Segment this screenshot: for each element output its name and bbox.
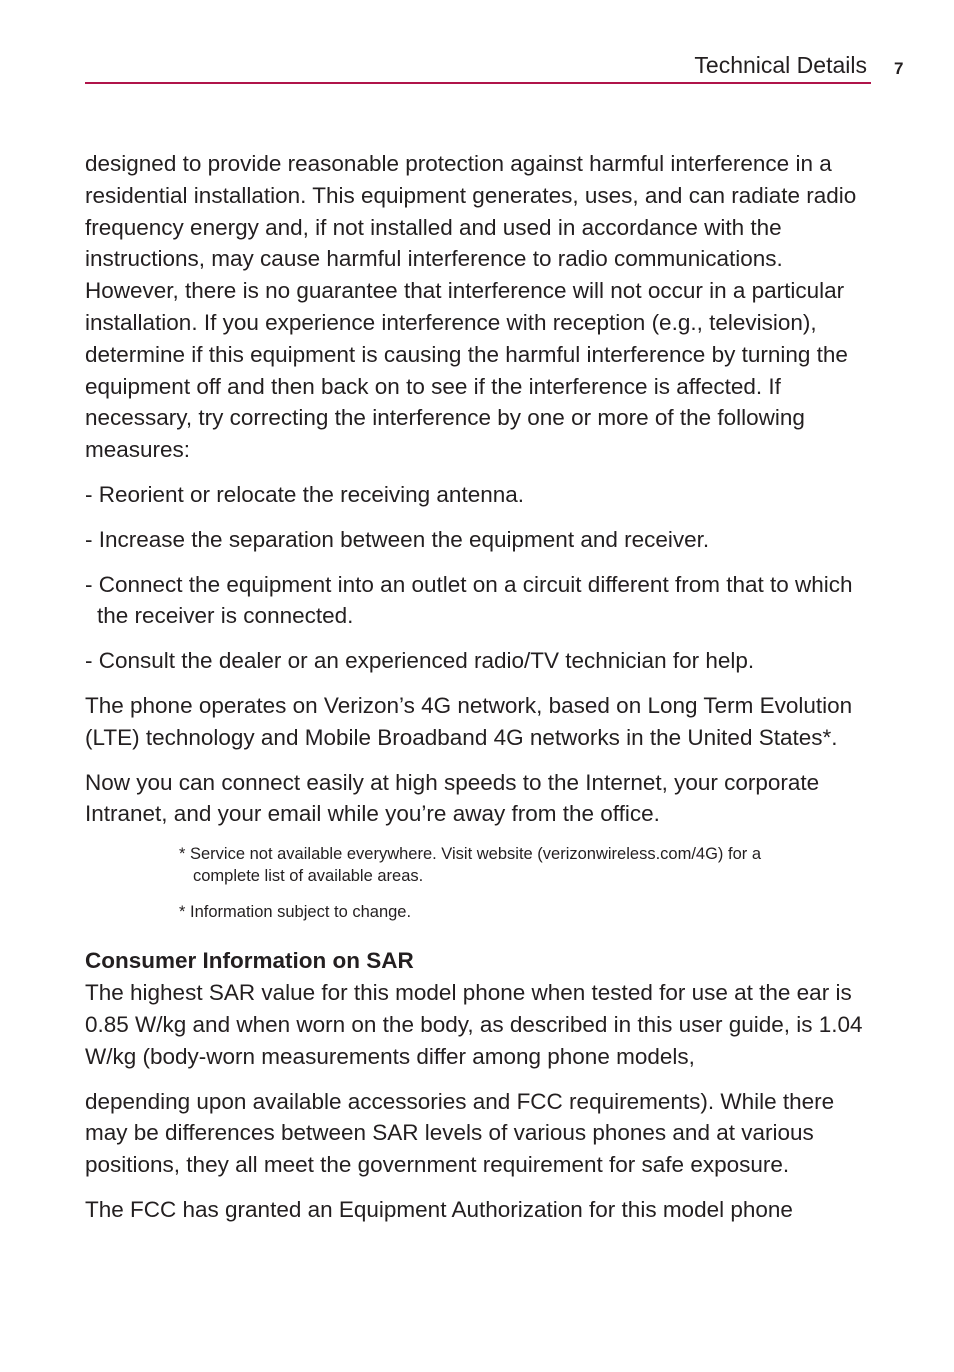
intro-paragraph: designed to provide reasonable protection against harmful interference in a residential installation. This equipment generates, uses, and can radiate radio frequency energy and, if not installed and used in accordance with the instructions, may cause harmful interference to radio communications. However, there is no guarantee that interference will not occur in a particular installation. If you experience interference with reception (e.g., television), determine if this equipment is causing the harmful interference by turning the equipment off and then back on to see if the interference is affected. If necessary, try correcting the interference by one or more of the following measures: <box>85 151 857 463</box>
sar-paragraph: depending upon available accessories and FCC requirements). While there may be differences between SAR levels of various phones and at various positions, they all meet the government requirement for safe exposure. <box>85 1088 835 1178</box>
connect-paragraph: Now you can connect easily at high speeds to the Internet, your corporate Intranet, and your email while you’re away from the office. <box>85 769 820 827</box>
page-number: 7 <box>894 59 904 78</box>
footnotes <box>179 843 819 923</box>
measure-item: - Consult the dealer or an experienced radio/TV technician for help. <box>85 648 755 674</box>
page-body <box>85 148 875 1239</box>
section-title: Technical Details <box>694 52 867 78</box>
sar-paragraph: The FCC has granted an Equipment Authorization for this model phone <box>85 1196 793 1222</box>
footnote: * Information subject to change. <box>179 903 412 922</box>
measure-item: - Reorient or relocate the receiving antenna. <box>85 481 525 507</box>
sar-heading: Consumer Information on SAR <box>85 948 414 974</box>
measure-item: - Connect the equipment into an outlet on a circuit different from that to which the receiver is connected. <box>85 571 853 629</box>
network-paragraph: The phone operates on Verizon’s 4G network, based on Long Term Evolution (LTE) technology and Mobile Broadband 4G networks in the United States*. <box>85 692 853 750</box>
footnote: * Service not available everywhere. Visit website (verizonwireless.com/4G) for a complete list of available areas. <box>179 845 762 886</box>
sar-paragraph: The highest SAR value for this model phone when tested for use at the ear is 0.85 W/kg and when worn on the body, as described in this user guide, is 1.04 W/kg (body-worn measurements differ among phone models, <box>85 980 863 1069</box>
measure-item: - Increase the separation between the equipment and receiver. <box>85 526 710 552</box>
page-header <box>85 50 871 84</box>
